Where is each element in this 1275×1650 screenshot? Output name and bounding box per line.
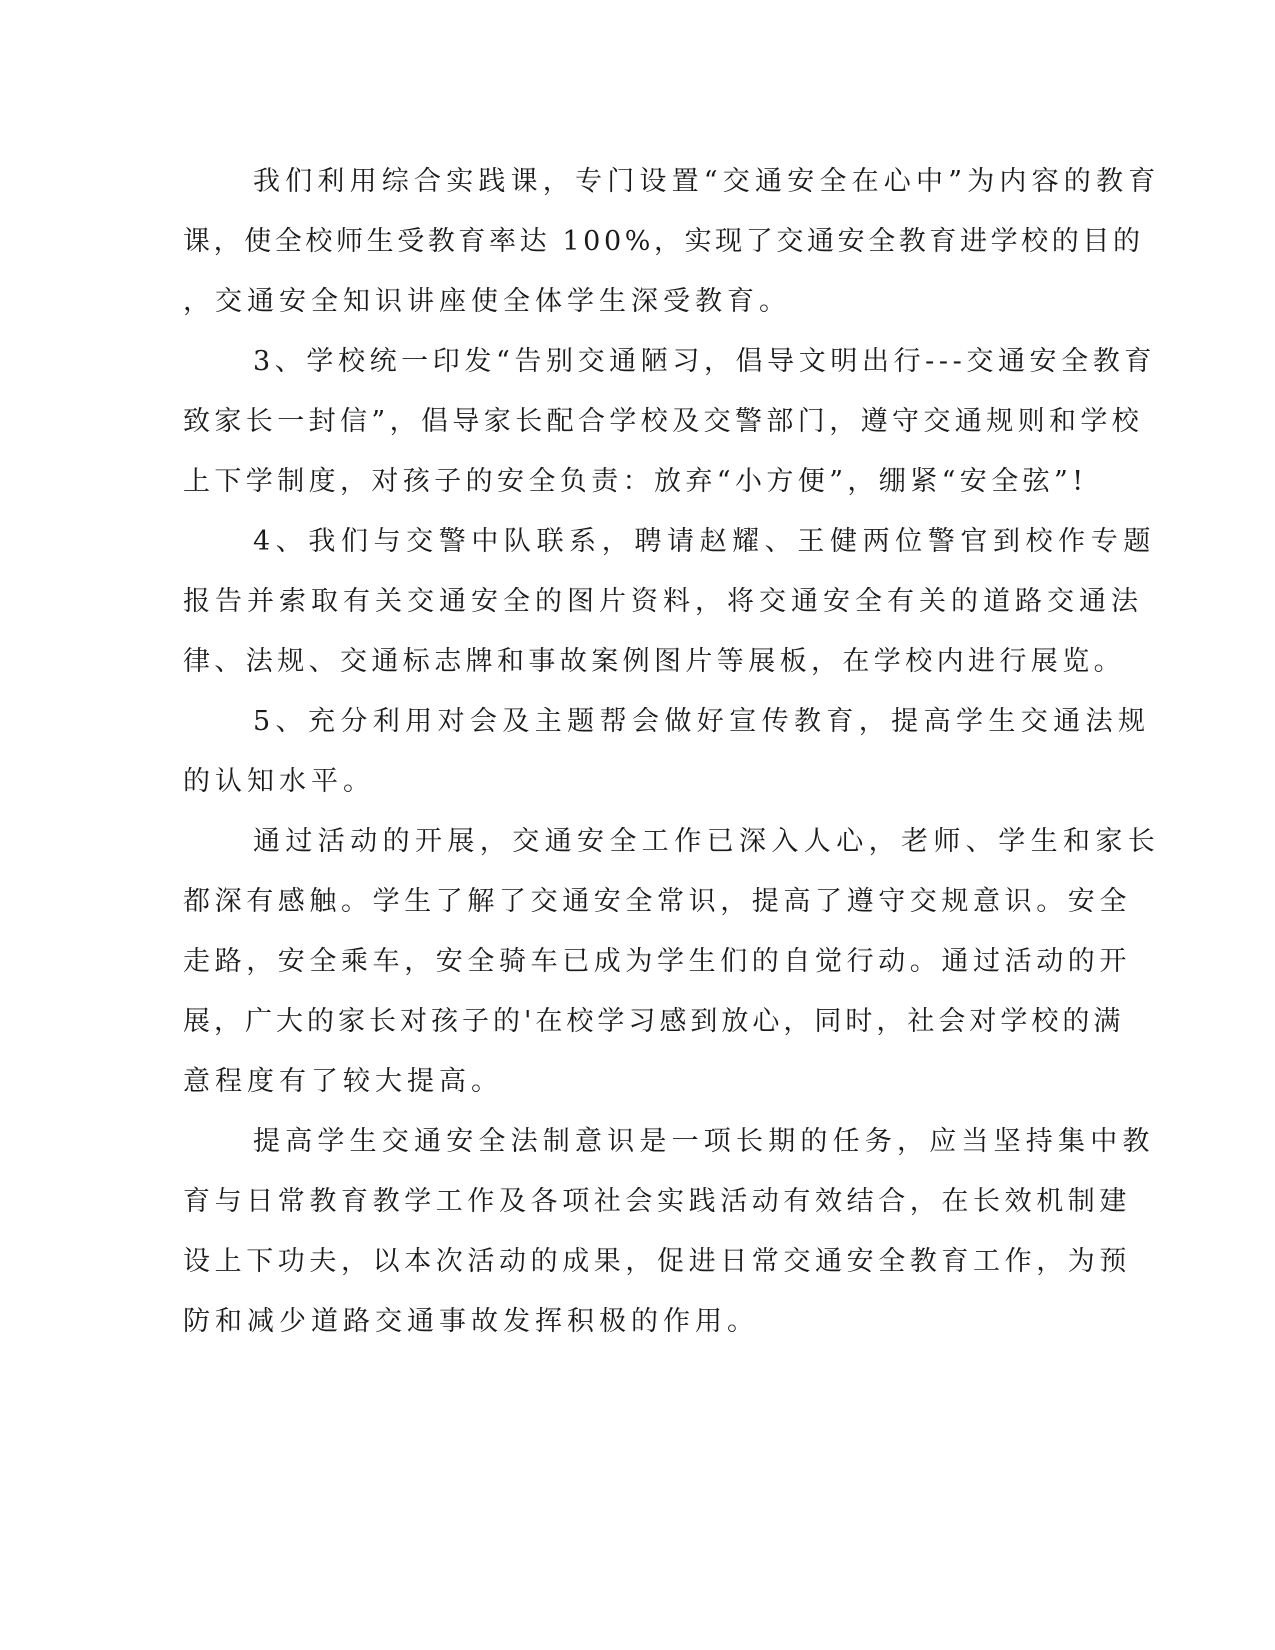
text-line: 防和减少道路交通事故发挥积极的作用。: [183, 1306, 759, 1337]
document-body: [183, 152, 1161, 1352]
text-line: 4、我们与交警中队联系，聘请赵耀、王健两位警官到校作专题: [253, 526, 1156, 557]
text-line: 致家长一封信”，倡导家长配合学校及交警部门，遵守交通规则和学校: [183, 406, 1144, 437]
text-line: 报告并索取有关交通安全的图片资料，将交通安全有关的道路交通法: [183, 586, 1143, 617]
text-line: ，交通安全知识讲座使全体学生深受教育。: [183, 286, 791, 317]
text-line: 展，广大的家长对孩子的'在校学习感到放心，同时，社会对学校的满: [183, 1006, 1125, 1037]
text-line: 提高学生交通安全法制意识是一项长期的任务，应当坚持集中教: [253, 1126, 1155, 1157]
text-line: 都深有感触。学生了解了交通安全常识，提高了遵守交规意识。安全: [183, 886, 1131, 917]
text-line: 律、法规、交通标志牌和事故案例图片等展板，在学校内进行展览。: [183, 646, 1125, 677]
text-line: 意程度有了较大提高。: [183, 1066, 503, 1097]
text-line: 3、学校统一印发“告别交通陋习，倡导文明出行---交通安全教育: [253, 346, 1156, 377]
text-line: 5、充分利用对会及主题帮会做好宣传教育，提高学生交通法规: [253, 706, 1151, 737]
text-line: 设上下功夫，以本次活动的成果，促进日常交通安全教育工作，为预: [183, 1246, 1131, 1277]
text-line: 课，使全校师生受教育率达 100%，实现了交通安全教育进学校的目的: [183, 226, 1144, 257]
text-line: 我们利用综合实践课，专门设置“交通安全在心中”为内容的教育: [253, 166, 1161, 197]
text-line: 走路，安全乘车，安全骑车已成为学生们的自觉行动。通过活动的开: [183, 946, 1131, 977]
text-line: 育与日常教育教学工作及各项社会实践活动有效结合，在长效机制建: [183, 1186, 1131, 1217]
text-line: 上下学制度，对孩子的安全负责：放弃“小方便”，绷紧“安全弦”!: [183, 466, 1088, 497]
text-line: 的认知水平。: [183, 766, 375, 797]
text-line: 通过活动的开展，交通安全工作已深入人心，老师、学生和家长: [253, 826, 1161, 857]
